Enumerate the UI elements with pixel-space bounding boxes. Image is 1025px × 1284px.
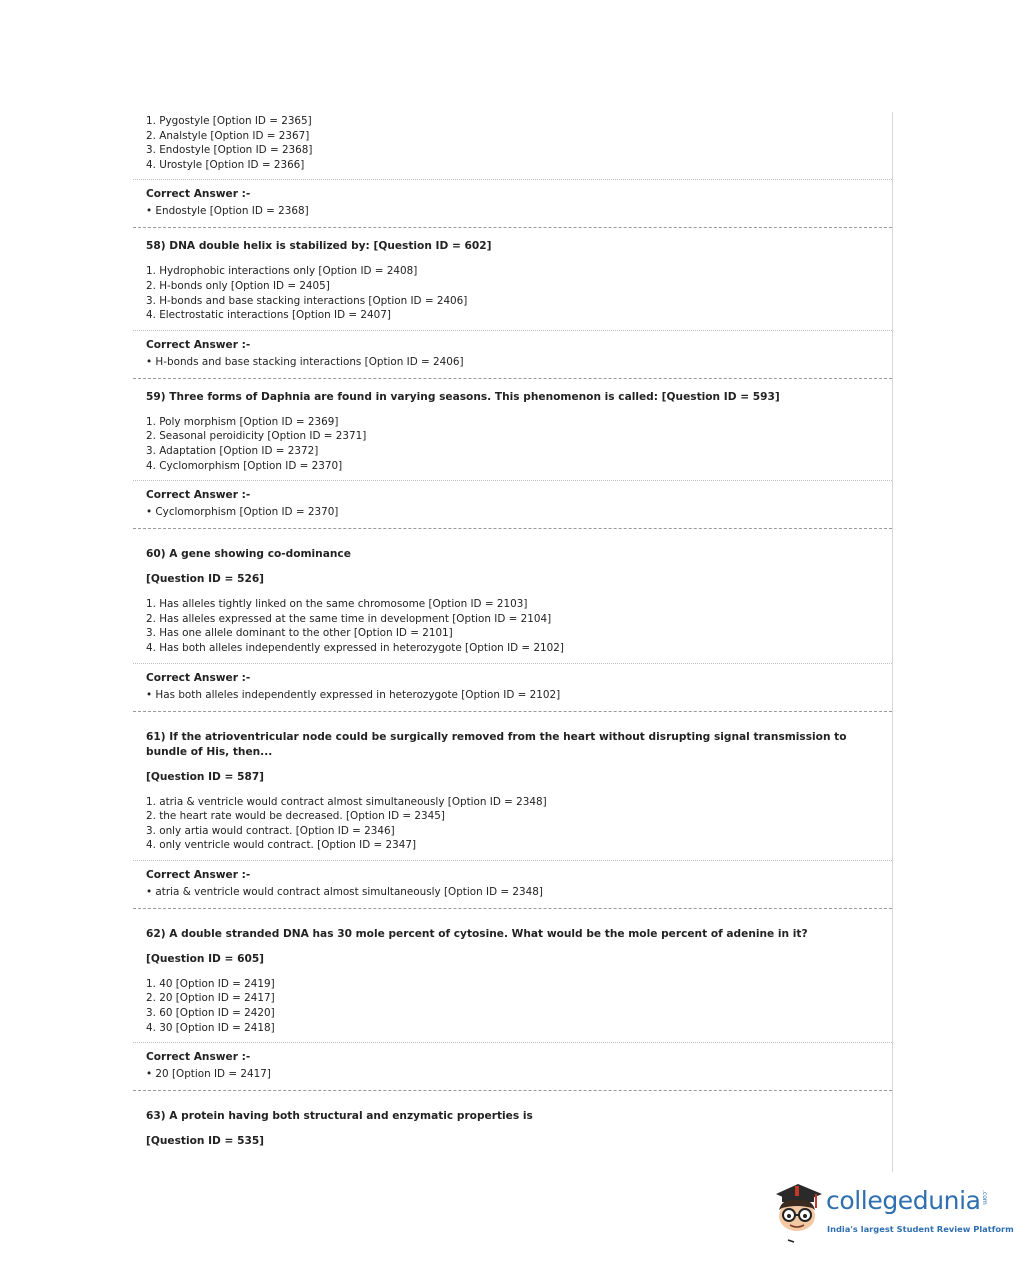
correct-answer-label: Correct Answer :-: [146, 188, 251, 201]
correct-answer-label: Correct Answer :-: [146, 868, 251, 881]
question-title: 58) DNA double helix is stabilized by: [Question ID = 602]: [146, 240, 492, 253]
correct-answer-value: • 20 [Option ID = 2417]: [146, 1068, 271, 1081]
option-4: 4. 30 [Option ID = 2418]: [146, 1021, 275, 1034]
option-1: 1. Hydrophobic interactions only [Option ID = 2408]: [146, 265, 418, 278]
collegedunia-logo: [768, 1180, 1014, 1246]
correct-answer: [133, 663, 892, 711]
correct-answer-value: • H-bonds and base stacking interactions [Option ID = 2406]: [146, 355, 464, 368]
option-2: 2. 20 [Option ID = 2417]: [146, 992, 275, 1005]
correct-answer: [133, 179, 892, 227]
option-1: 1. Poly morphism [Option ID = 2369]: [146, 415, 339, 428]
option-1: 1. Has alleles tightly linked on the same chromosome [Option ID = 2103]: [146, 598, 528, 611]
option-3: 3. only artia would contract. [Option ID = 2346]: [146, 824, 395, 837]
correct-answer-label: Correct Answer :-: [146, 671, 251, 684]
correct-answer-value: • Cyclomorphism [Option ID = 2370]: [146, 506, 339, 519]
option-2: 2. the heart rate would be decreased. [Option ID = 2345]: [146, 810, 445, 823]
option-3: 3. Has one allele dominant to the other [Option ID = 2101]: [146, 627, 453, 640]
question-title: 59) Three forms of Daphnia are found in varying seasons. This phenomenon is called: [Question ID = 593]: [146, 390, 780, 403]
option-2: 2. Has alleles expressed at the same time in development [Option ID = 2104]: [146, 612, 552, 625]
option-4: 4. Urostyle [Option ID = 2366]: [146, 158, 305, 171]
option-2: 2. Analstyle [Option ID = 2367]: [146, 129, 310, 142]
correct-answer: [133, 480, 892, 528]
correct-answer-label: Correct Answer :-: [146, 1051, 251, 1064]
question-59: [133, 379, 892, 480]
option-4: 4. Has both alleles independently expressed in heterozygote [Option ID = 2102]: [146, 641, 564, 654]
logo-wordmark: collegedunia: [826, 1186, 981, 1215]
correct-answer-value: • Has both alleles independently expressed in heterozygote [Option ID = 2102]: [146, 688, 561, 701]
question-id: [Question ID = 526]: [146, 573, 265, 586]
mascot-icon: [768, 1180, 824, 1246]
logo-tagline: India's largest Student Review Platform: [827, 1224, 1014, 1234]
option-4: 4. Electrostatic interactions [Option ID = 2407]: [146, 309, 391, 322]
option-3: 3. Endostyle [Option ID = 2368]: [146, 144, 313, 157]
question-id: [Question ID = 535]: [146, 1135, 265, 1148]
correct-answer-label: Correct Answer :-: [146, 338, 251, 351]
correct-answer-label: Correct Answer :-: [146, 489, 251, 502]
option-4: 4. Cyclomorphism [Option ID = 2370]: [146, 459, 343, 472]
options-list: [146, 973, 892, 1042]
question-title: 61) If the atrioventricular node could be surgically removed from the heart without disrupting signal transmission to bundle of His, then...: [146, 730, 847, 758]
option-3: 3. H-bonds and base stacking interactions [Option ID = 2406]: [146, 294, 468, 307]
option-1: 1. 40 [Option ID = 2419]: [146, 977, 275, 990]
option-2: 2. Seasonal peroidicity [Option ID = 2371]: [146, 430, 367, 443]
options-list: [146, 593, 892, 662]
question-title: 62) A double stranded DNA has 30 mole percent of cytosine. What would be the mole percent of adenine in it?: [146, 927, 808, 940]
options-list: [146, 260, 892, 329]
option-1: 1. atria & ventricle would contract almost simultaneously [Option ID = 2348]: [146, 795, 547, 808]
question-60: [133, 529, 892, 662]
logo-suffix: .com: [981, 1190, 988, 1205]
options-list: [146, 411, 892, 480]
question-title: 63) A protein having both structural and enzymatic properties is: [146, 1110, 533, 1123]
correct-answer-value: • Endostyle [Option ID = 2368]: [146, 205, 309, 218]
correct-answer-value: • atria & ventricle would contract almost simultaneously [Option ID = 2348]: [146, 885, 543, 898]
question-id: [Question ID = 605]: [146, 952, 265, 965]
correct-answer: [133, 330, 892, 378]
question-58: [133, 228, 892, 329]
correct-answer: [133, 1042, 892, 1090]
question-title: 60) A gene showing co-dominance: [146, 548, 351, 561]
question-57: [133, 112, 892, 179]
option-3: 3. 60 [Option ID = 2420]: [146, 1007, 275, 1020]
options-list: [146, 791, 892, 860]
option-3: 3. Adaptation [Option ID = 2372]: [146, 444, 319, 457]
option-4: 4. only ventricle would contract. [Option ID = 2347]: [146, 839, 417, 852]
question-paper: [133, 112, 893, 1172]
option-1: 1. Pygostyle [Option ID = 2365]: [146, 115, 312, 127]
question-id: [Question ID = 587]: [146, 770, 265, 783]
options-list: [146, 112, 892, 179]
question-62: [133, 909, 892, 1042]
option-2: 2. H-bonds only [Option ID = 2405]: [146, 279, 330, 292]
correct-answer: [133, 860, 892, 908]
question-63: [133, 1091, 892, 1155]
question-61: [133, 712, 892, 860]
